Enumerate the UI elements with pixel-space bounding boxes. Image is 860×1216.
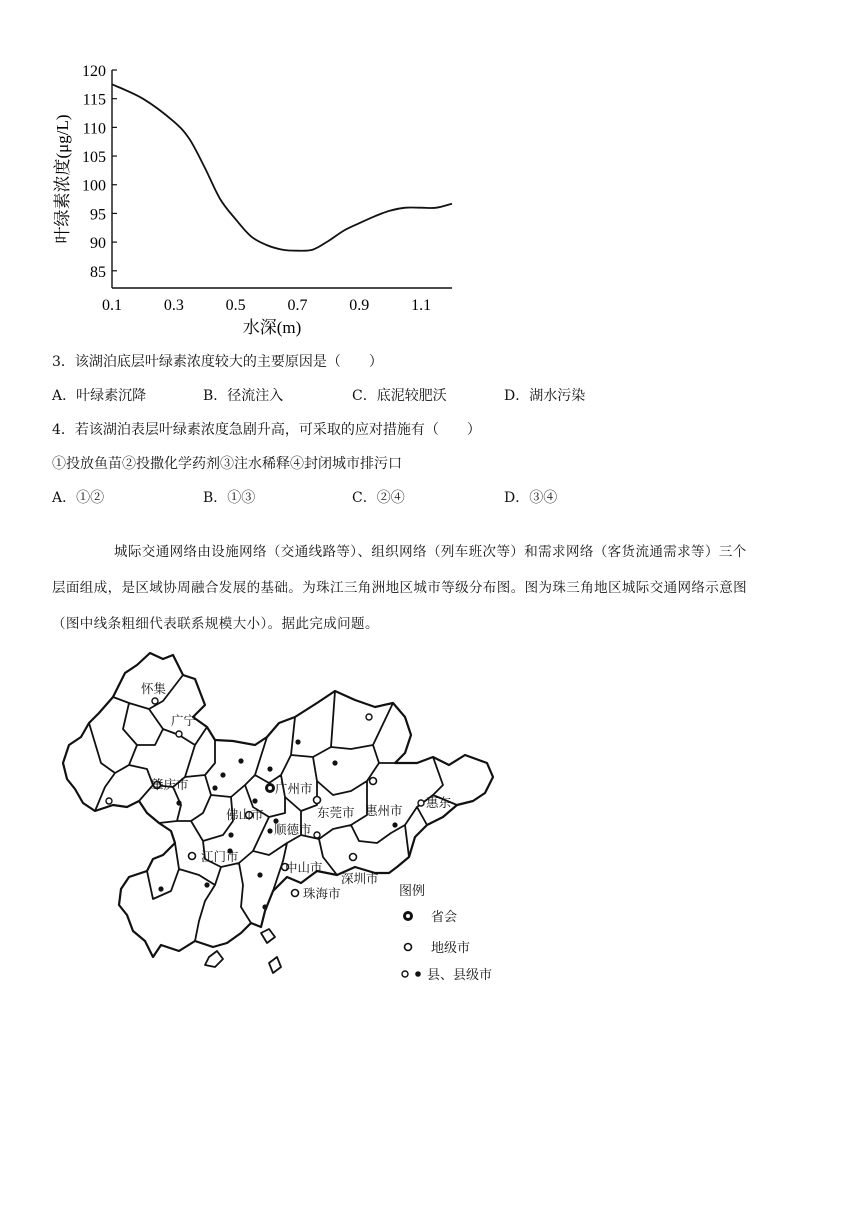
prefecture-marker-shenzhen [350, 854, 357, 861]
label-huaiji: 怀集 [141, 681, 167, 696]
question-3-option-c: C．底泥较肥沃 [352, 388, 447, 404]
chlorophyll-depth-chart [40, 55, 470, 345]
county-dot-13 [158, 886, 163, 891]
county-marker-3 [314, 832, 320, 838]
question-4-option-c: C．②④ [352, 490, 405, 506]
legend-prefecture-label: 地级市 [431, 941, 471, 956]
passage-line-3: （图中线条粗细代表联系规模大小）。据此完成问题。 [52, 616, 379, 632]
legend-prefecture-icon [405, 944, 412, 951]
legend-capital-label: 省会 [431, 910, 458, 925]
y-tick-label: 95 [90, 206, 106, 224]
question-3-option-a: A．叶绿素沉降 [52, 388, 147, 404]
x-tick-label: 0.3 [163, 297, 184, 314]
legend-capital-icon [403, 911, 413, 921]
label-jiangmen: 江门市 [201, 849, 239, 864]
county-dot-6 [332, 760, 337, 765]
prefecture-marker-dongguan [314, 797, 321, 804]
label-foshan: 佛山市 [226, 807, 264, 822]
x-tick-label: 0.1 [102, 297, 122, 314]
y-axis-label: 叶绿素浓度(μg/L) [53, 114, 72, 244]
label-dongguan: 东莞市 [317, 805, 355, 820]
y-tick-label: 100 [82, 177, 106, 195]
island-1 [205, 951, 223, 967]
county-dot-15 [262, 904, 267, 909]
county-dot-12 [204, 882, 209, 887]
county-dot-10 [176, 800, 181, 805]
legend-county-icon-open [402, 971, 408, 977]
county-marker-1 [106, 798, 112, 804]
legend-title: 图例 [399, 884, 426, 899]
question-3-option-b: B．径流注入 [203, 388, 284, 404]
prefecture-marker-zhuhai [292, 890, 299, 897]
question-4-option-a: A．①② [52, 490, 105, 506]
label-shunde: 顺德市 [274, 822, 312, 837]
x-tick-label: 0.9 [349, 297, 370, 314]
label-guangning: 广宁 [171, 713, 197, 728]
x-tick-label: 0.5 [225, 297, 246, 314]
island-3 [269, 957, 281, 973]
y-tick-label: 120 [82, 63, 106, 80]
label-huizhou: 惠州市 [365, 803, 403, 818]
y-tick-label: 115 [82, 91, 106, 109]
county-dot-5 [295, 739, 300, 744]
question-4-items: ①投放鱼苗②投撒化学药剂③注水稀释④封闭城市排污口 [52, 456, 402, 472]
capital-marker-guangzhou [265, 783, 275, 793]
county-marker-2 [366, 714, 372, 720]
x-axis-label: 水深(m) [242, 318, 302, 337]
county-dot-14 [257, 872, 262, 877]
y-tick-label: 90 [90, 235, 106, 253]
y-tick-label: 110 [82, 120, 106, 138]
passage-line-1: 城际交通网络由设施网络（交通线路等）、组织网络（列车班次等）和需求网络（客货流通需求等）三个 [114, 544, 747, 560]
county-dot-8 [267, 828, 272, 833]
passage-line-2: 层面组成，是区域协周融合发展的基础。为珠江三角洲地区城市等级分布图。图为珠三角地区城际交通网络示意图 [52, 580, 747, 596]
county-dot-2 [220, 772, 225, 777]
x-tick-label: 1.1 [411, 297, 432, 314]
island-2 [261, 929, 275, 943]
prd-city-map [55, 645, 515, 990]
question-4-stem: 4．若该湖泊表层叶绿素浓度急剧升高，可采取的应对措施有（ ） [52, 422, 481, 438]
county-marker-guangning [176, 731, 182, 737]
label-zhongshan: 中山市 [285, 860, 323, 875]
x-tick-label: 0.7 [287, 297, 308, 314]
map-legend [399, 884, 492, 983]
prefecture-marker-huizhou [370, 778, 377, 785]
legend-county-label: 县、县级市 [427, 968, 493, 983]
prefecture-marker-jiangmen [189, 853, 196, 860]
label-zhuhai: 珠海市 [303, 886, 341, 901]
question-3-option-d: D．湖水污染 [504, 388, 586, 404]
label-zhaoqing: 肇庆市 [151, 777, 189, 792]
label-huidong: 惠东 [426, 795, 452, 810]
label-guangzhou: 广州市 [275, 781, 313, 796]
county-dot-7 [252, 798, 257, 803]
question-4-option-b: B．①③ [203, 490, 256, 506]
question-3-stem: 3．该湖泊底层叶绿素浓度较大的主要原因是（ ） [52, 354, 383, 370]
county-dot-3 [238, 758, 243, 763]
legend-county-icon-solid [415, 971, 421, 977]
y-tick-label: 85 [90, 263, 106, 281]
label-shenzhen: 深圳市 [341, 871, 379, 886]
chlorophyll-series-line [112, 84, 452, 250]
county-dot-1 [212, 785, 217, 790]
question-4-option-d: D．③④ [504, 490, 558, 506]
county-dot-4 [267, 766, 272, 771]
y-tick-label: 105 [82, 149, 106, 167]
passage [52, 534, 804, 642]
county-marker-huidong [418, 800, 424, 806]
county-dot-17 [392, 822, 397, 827]
county-marker-huaiji [152, 698, 158, 704]
county-dot-9 [228, 832, 233, 837]
